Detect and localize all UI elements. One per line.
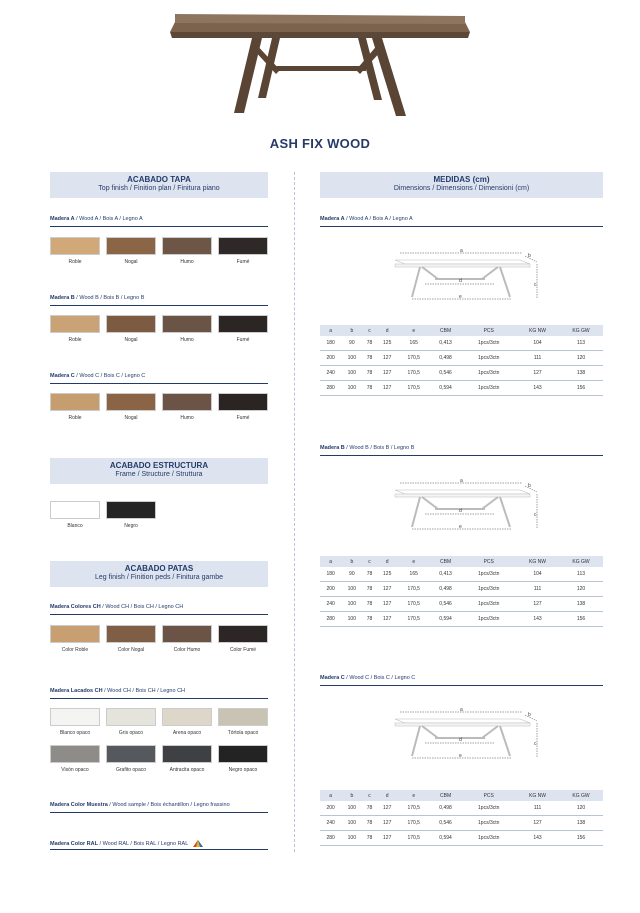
table-cell: 127 <box>377 816 398 831</box>
table-cell: 1pcs/3ctn <box>461 612 515 627</box>
table-cell: 127 <box>377 582 398 597</box>
table-cell: 138 <box>559 816 603 831</box>
table-cell: 0,546 <box>430 816 462 831</box>
table-cell: 0,546 <box>430 366 462 381</box>
column-header: KG GW <box>559 325 603 336</box>
color-swatch <box>106 745 156 763</box>
table-cell: 78 <box>362 567 376 582</box>
divider <box>50 849 268 850</box>
divider <box>320 226 603 227</box>
table-cell: 200 <box>320 582 341 597</box>
table-cell: 127 <box>516 597 559 612</box>
dim-a: a <box>460 478 463 484</box>
color-swatch <box>50 501 100 519</box>
dim-c: c <box>534 512 537 518</box>
swatch-label: Color Fumé <box>229 647 257 653</box>
table-row <box>320 801 603 816</box>
table-cell: 0,498 <box>430 582 462 597</box>
table-cell: 200 <box>320 351 341 366</box>
color-swatch <box>50 708 100 726</box>
measures-wood-c-label: Madera C / Wood C / Bois C / Legno C <box>320 675 416 681</box>
divider <box>50 698 268 699</box>
color-swatch <box>50 745 100 763</box>
table-cell: 138 <box>559 597 603 612</box>
dimension-diagram <box>390 474 540 534</box>
swatch-label: Fumé <box>236 415 250 421</box>
table-cell: 143 <box>516 381 559 396</box>
column-header: KG GW <box>559 556 603 567</box>
leg-finish-header <box>50 561 268 587</box>
table-cell: 100 <box>341 381 362 396</box>
wood-ch-label: Madera Colores CH / Wood CH / Bois CH / Legno CH <box>50 604 184 610</box>
table-row <box>320 567 603 582</box>
table-cell: 0,413 <box>430 336 462 351</box>
color-swatch <box>106 708 156 726</box>
table-cell: 280 <box>320 612 341 627</box>
table-cell: 1pcs/3ctn <box>461 801 515 816</box>
table-cell: 0,594 <box>430 831 462 846</box>
table-cell: 0,594 <box>430 381 462 396</box>
table-cell: 104 <box>516 567 559 582</box>
frame-swatches <box>50 501 270 531</box>
table-row <box>320 831 603 846</box>
dim-c: c <box>534 741 537 747</box>
table-cell: 100 <box>341 366 362 381</box>
lacquer-swatches <box>50 708 270 778</box>
swatch-label: Color Humo <box>173 647 201 653</box>
measures-table-a <box>320 325 603 396</box>
lacquer-ch-label: Madera Lacados CH / Wood CH / Bois CH / Legno CH <box>50 688 186 694</box>
color-swatch <box>218 625 268 643</box>
swatch-label: Arena opaco <box>172 730 202 736</box>
swatch-label: Fumé <box>236 337 250 343</box>
table-cell: 78 <box>362 381 376 396</box>
column-header: PCS <box>461 790 515 801</box>
table-cell: 240 <box>320 816 341 831</box>
table-cell: 111 <box>516 582 559 597</box>
table-cell: 127 <box>377 381 398 396</box>
table-cell: 90 <box>341 336 362 351</box>
table-cell: 90 <box>341 567 362 582</box>
table-cell: 100 <box>341 582 362 597</box>
table-cell: 170,5 <box>398 816 430 831</box>
table-row <box>320 351 603 366</box>
table-cell: 240 <box>320 366 341 381</box>
wood-b-label: Madera B / Wood B / Bois B / Legno B <box>50 295 145 301</box>
table-cell: 180 <box>320 567 341 582</box>
wood-c-label: Madera C / Wood C / Bois C / Legno C <box>50 373 146 379</box>
table-cell: 125 <box>377 567 398 582</box>
column-header: d <box>377 325 398 336</box>
table-cell: 78 <box>362 801 376 816</box>
column-header: e <box>398 556 430 567</box>
swatch-label: Color Roble <box>61 647 89 653</box>
measures-heading: MEDIDAS (cm) <box>433 175 490 184</box>
color-swatch <box>106 237 156 255</box>
swatch-label: Roble <box>68 259 82 265</box>
swatch-label: Humo <box>180 337 194 343</box>
column-header: c <box>362 325 376 336</box>
column-divider <box>294 172 295 852</box>
color-swatch <box>162 625 212 643</box>
ral-color-label: Madera Color RAL / Wood RAL / Bois RAL / Legno RAL <box>50 839 204 848</box>
color-palette-icon <box>192 839 204 848</box>
dim-e: e <box>459 753 462 759</box>
table-cell: 100 <box>341 351 362 366</box>
dim-d: d <box>459 737 462 743</box>
table-cell: 1pcs/3ctn <box>461 336 515 351</box>
dim-a: a <box>460 707 463 713</box>
column-header: CBM <box>430 325 462 336</box>
table-cell: 127 <box>377 351 398 366</box>
column-header: KG NW <box>516 325 559 336</box>
swatch-label: Roble <box>68 337 82 343</box>
swatch-label: Color Nogal <box>117 647 145 653</box>
dim-d: d <box>459 508 462 514</box>
table-cell: 280 <box>320 831 341 846</box>
table-cell: 200 <box>320 801 341 816</box>
table-cell: 1pcs/3ctn <box>461 351 515 366</box>
table-row <box>320 816 603 831</box>
divider <box>50 383 268 384</box>
swatch-label: Gris opaco <box>118 730 144 736</box>
column-header: PCS <box>461 556 515 567</box>
column-header: a <box>320 556 341 567</box>
measures-header <box>320 172 603 198</box>
table-cell: 127 <box>377 597 398 612</box>
table-row <box>320 582 603 597</box>
swatch-label: Blanco <box>67 523 83 529</box>
table-cell: 120 <box>559 351 603 366</box>
table-cell: 0,594 <box>430 612 462 627</box>
product-title: ASH FIX WOOD <box>269 136 371 151</box>
color-swatch <box>50 315 100 333</box>
color-swatch <box>162 708 212 726</box>
table-cell: 78 <box>362 831 376 846</box>
column-header: CBM <box>430 556 462 567</box>
swatch-label: Nogal <box>124 337 138 343</box>
table-row <box>320 612 603 627</box>
frame-finish-heading: ACABADO ESTRUCTURA <box>109 461 209 470</box>
column-header: a <box>320 790 341 801</box>
measures-subheading: Dimensions / Dimensions / Dimensioni (cm) <box>393 185 530 192</box>
color-swatch <box>218 745 268 763</box>
table-cell: 100 <box>341 831 362 846</box>
swatch-label: Blanco opaco <box>59 730 91 736</box>
color-swatch <box>218 315 268 333</box>
table-cell: 1pcs/3ctn <box>461 366 515 381</box>
dim-b: b <box>528 253 531 259</box>
table-cell: 1pcs/3ctn <box>461 381 515 396</box>
table-cell: 127 <box>377 801 398 816</box>
table-product-photo <box>170 8 470 123</box>
table-cell: 138 <box>559 366 603 381</box>
table-row <box>320 336 603 351</box>
leg-finish-subheading: Leg finish / Finition peds / Finitura gambe <box>94 574 223 581</box>
divider <box>50 226 268 227</box>
column-header: c <box>362 790 376 801</box>
table-cell: 170,5 <box>398 582 430 597</box>
dim-e: e <box>459 294 462 300</box>
table-cell: 120 <box>559 801 603 816</box>
swatch-label: Humo <box>180 259 194 265</box>
wood-ch-swatches <box>50 625 270 655</box>
table-cell: 104 <box>516 336 559 351</box>
color-swatch <box>162 315 212 333</box>
column-header: b <box>341 325 362 336</box>
color-swatch <box>50 625 100 643</box>
table-cell: 156 <box>559 831 603 846</box>
sample-color-label: Madera Color Muestra / Wood sample / Bois échantillon / Legno frassino <box>50 802 230 808</box>
color-swatch <box>218 237 268 255</box>
column-header: b <box>341 556 362 567</box>
dim-b: b <box>528 483 531 489</box>
measures-wood-a-label: Madera A / Wood A / Bois A / Legno A <box>320 216 413 222</box>
table-row <box>320 597 603 612</box>
table-cell: 78 <box>362 816 376 831</box>
table-cell: 165 <box>398 336 430 351</box>
frame-finish-subheading: Frame / Structure / Struttura <box>115 471 203 478</box>
table-cell: 170,5 <box>398 612 430 627</box>
table-cell: 170,5 <box>398 831 430 846</box>
column-header: KG NW <box>516 790 559 801</box>
column-header: CBM <box>430 790 462 801</box>
color-swatch <box>162 745 212 763</box>
table-cell: 156 <box>559 381 603 396</box>
column-header: PCS <box>461 325 515 336</box>
color-swatch <box>50 393 100 411</box>
table-cell: 280 <box>320 381 341 396</box>
table-cell: 100 <box>341 816 362 831</box>
table-cell: 0,498 <box>430 801 462 816</box>
table-cell: 100 <box>341 612 362 627</box>
column-header: b <box>341 790 362 801</box>
frame-finish-header <box>50 458 268 484</box>
table-cell: 1pcs/3ctn <box>461 597 515 612</box>
table-cell: 127 <box>516 816 559 831</box>
table-header-row <box>320 790 603 801</box>
swatch-label: Negro <box>124 523 138 529</box>
table-cell: 100 <box>341 801 362 816</box>
divider <box>50 305 268 306</box>
swatch-label: Fumé <box>236 259 250 265</box>
table-cell: 120 <box>559 582 603 597</box>
measures-table-c <box>320 790 603 846</box>
swatch-label: Antracita opaco <box>169 767 205 773</box>
color-swatch <box>218 393 268 411</box>
table-cell: 240 <box>320 597 341 612</box>
dimension-diagram <box>390 244 540 304</box>
table-cell: 1pcs/3ctn <box>461 567 515 582</box>
measures-table-b <box>320 556 603 627</box>
swatch-label: Nogal <box>124 259 138 265</box>
color-swatch <box>106 315 156 333</box>
table-cell: 1pcs/3ctn <box>461 831 515 846</box>
table-cell: 1pcs/3ctn <box>461 816 515 831</box>
dim-e: e <box>459 524 462 530</box>
table-header-row <box>320 325 603 336</box>
color-swatch <box>106 625 156 643</box>
table-cell: 78 <box>362 366 376 381</box>
dimension-diagram <box>390 703 540 763</box>
table-cell: 0,498 <box>430 351 462 366</box>
swatch-label: Nogal <box>124 415 138 421</box>
dim-d: d <box>459 278 462 284</box>
divider <box>320 685 603 686</box>
table-cell: 0,546 <box>430 597 462 612</box>
table-row <box>320 381 603 396</box>
table-cell: 78 <box>362 612 376 627</box>
swatch-label: Humo <box>180 415 194 421</box>
column-header: KG GW <box>559 790 603 801</box>
table-cell: 170,5 <box>398 801 430 816</box>
table-cell: 180 <box>320 336 341 351</box>
color-swatch <box>162 237 212 255</box>
table-cell: 170,5 <box>398 381 430 396</box>
leg-finish-heading: ACABADO PATAS <box>124 564 194 573</box>
divider <box>320 455 603 456</box>
color-swatch <box>218 708 268 726</box>
dim-c: c <box>534 282 537 288</box>
column-header: c <box>362 556 376 567</box>
table-cell: 125 <box>377 336 398 351</box>
column-header: e <box>398 790 430 801</box>
column-header: d <box>377 556 398 567</box>
table-cell: 1pcs/3ctn <box>461 582 515 597</box>
table-cell: 127 <box>377 366 398 381</box>
table-cell: 170,5 <box>398 366 430 381</box>
wood-b-swatches <box>50 315 270 345</box>
table-cell: 127 <box>377 612 398 627</box>
table-cell: 127 <box>516 366 559 381</box>
column-header: KG NW <box>516 556 559 567</box>
dim-a: a <box>460 248 463 254</box>
divider <box>50 614 268 615</box>
color-swatch <box>106 393 156 411</box>
table-cell: 156 <box>559 612 603 627</box>
swatch-label: Roble <box>68 415 82 421</box>
table-cell: 113 <box>559 336 603 351</box>
table-cell: 78 <box>362 336 376 351</box>
table-row <box>320 366 603 381</box>
table-cell: 78 <box>362 597 376 612</box>
top-finish-subheading: Top finish / Finition plan / Finitura piano <box>98 185 220 192</box>
wood-a-swatches <box>50 237 270 267</box>
measures-wood-b-label: Madera B / Wood B / Bois B / Legno B <box>320 445 415 451</box>
table-cell: 170,5 <box>398 597 430 612</box>
column-header: e <box>398 325 430 336</box>
swatch-label: Visón opaco <box>61 767 89 773</box>
table-cell: 0,413 <box>430 567 462 582</box>
table-cell: 111 <box>516 351 559 366</box>
divider <box>50 812 268 813</box>
table-cell: 165 <box>398 567 430 582</box>
swatch-label: Tórtola opaco <box>227 730 259 736</box>
table-header-row <box>320 556 603 567</box>
table-cell: 170,5 <box>398 351 430 366</box>
table-cell: 111 <box>516 801 559 816</box>
color-swatch <box>50 237 100 255</box>
table-cell: 143 <box>516 831 559 846</box>
wood-a-label: Madera A / Wood A / Bois A / Legno A <box>50 216 143 222</box>
column-header: d <box>377 790 398 801</box>
color-swatch <box>162 393 212 411</box>
top-finish-heading: ACABADO TAPA <box>127 175 191 184</box>
dim-b: b <box>528 712 531 718</box>
table-cell: 113 <box>559 567 603 582</box>
color-swatch <box>106 501 156 519</box>
table-cell: 143 <box>516 612 559 627</box>
swatch-label: Negro opaco <box>228 767 258 773</box>
table-cell: 78 <box>362 351 376 366</box>
top-finish-header <box>50 172 268 198</box>
table-cell: 127 <box>377 831 398 846</box>
wood-c-swatches <box>50 393 270 423</box>
swatch-label: Grafito opaco <box>115 767 147 773</box>
column-header: a <box>320 325 341 336</box>
table-cell: 78 <box>362 582 376 597</box>
table-cell: 100 <box>341 597 362 612</box>
